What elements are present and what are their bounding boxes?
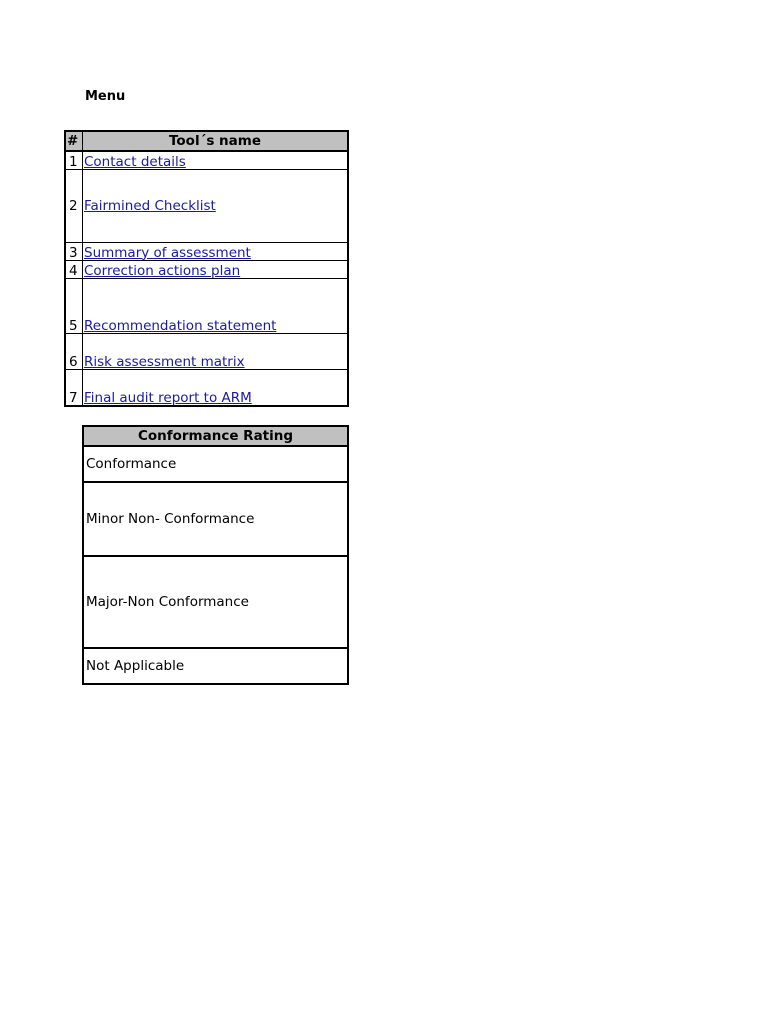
table-row (83, 648, 348, 684)
table-row (65, 242, 348, 260)
link-final-audit-report[interactable]: Final audit report to ARM (84, 390, 252, 406)
table-row (65, 369, 348, 406)
table-row (65, 169, 348, 242)
header-number: # (65, 131, 83, 151)
link-contact-details[interactable]: Contact details (84, 153, 186, 170)
row-number: 2 (65, 169, 83, 242)
row-number: 4 (65, 260, 83, 278)
link-fairmined-checklist[interactable]: Fairmined Checklist (84, 197, 216, 214)
link-recommendation-statement[interactable]: Recommendation statement (84, 317, 277, 334)
tools-header-row (65, 131, 348, 151)
rating-conformance: Conformance (83, 446, 348, 482)
tool-cell (83, 242, 349, 260)
rating-not-applicable: Not Applicable (83, 648, 348, 684)
tool-cell (83, 151, 349, 169)
rating-header: Conformance Rating (83, 426, 348, 446)
table-row (65, 278, 348, 333)
table-row (83, 482, 348, 556)
table-row (65, 260, 348, 278)
link-summary-of-assessment[interactable]: Summary of assessment (84, 244, 251, 261)
tool-cell (83, 260, 349, 278)
row-number: 3 (65, 242, 83, 260)
table-row (65, 333, 348, 369)
table-row (83, 556, 348, 648)
link-risk-assessment-matrix[interactable]: Risk assessment matrix (84, 353, 245, 370)
link-correction-actions-plan[interactable]: Correction actions plan (84, 262, 241, 279)
tools-table (64, 130, 349, 407)
rating-major-non-conformance: Major-Non Conformance (83, 556, 348, 648)
conformance-rating-table (82, 425, 349, 685)
rating-minor-non-conformance: Minor Non- Conformance (83, 482, 348, 556)
tool-cell (83, 278, 349, 333)
row-number: 7 (65, 369, 83, 406)
table-row (83, 446, 348, 482)
tool-cell (83, 169, 349, 242)
row-number: 5 (65, 278, 83, 333)
tool-cell (83, 333, 349, 369)
table-row (65, 151, 348, 169)
tool-cell (83, 369, 349, 406)
header-tool-name: Tool´s name (83, 131, 349, 151)
row-number: 6 (65, 333, 83, 369)
menu-title: Menu (85, 89, 126, 104)
rating-header-row (83, 426, 348, 446)
row-number: 1 (65, 151, 83, 169)
